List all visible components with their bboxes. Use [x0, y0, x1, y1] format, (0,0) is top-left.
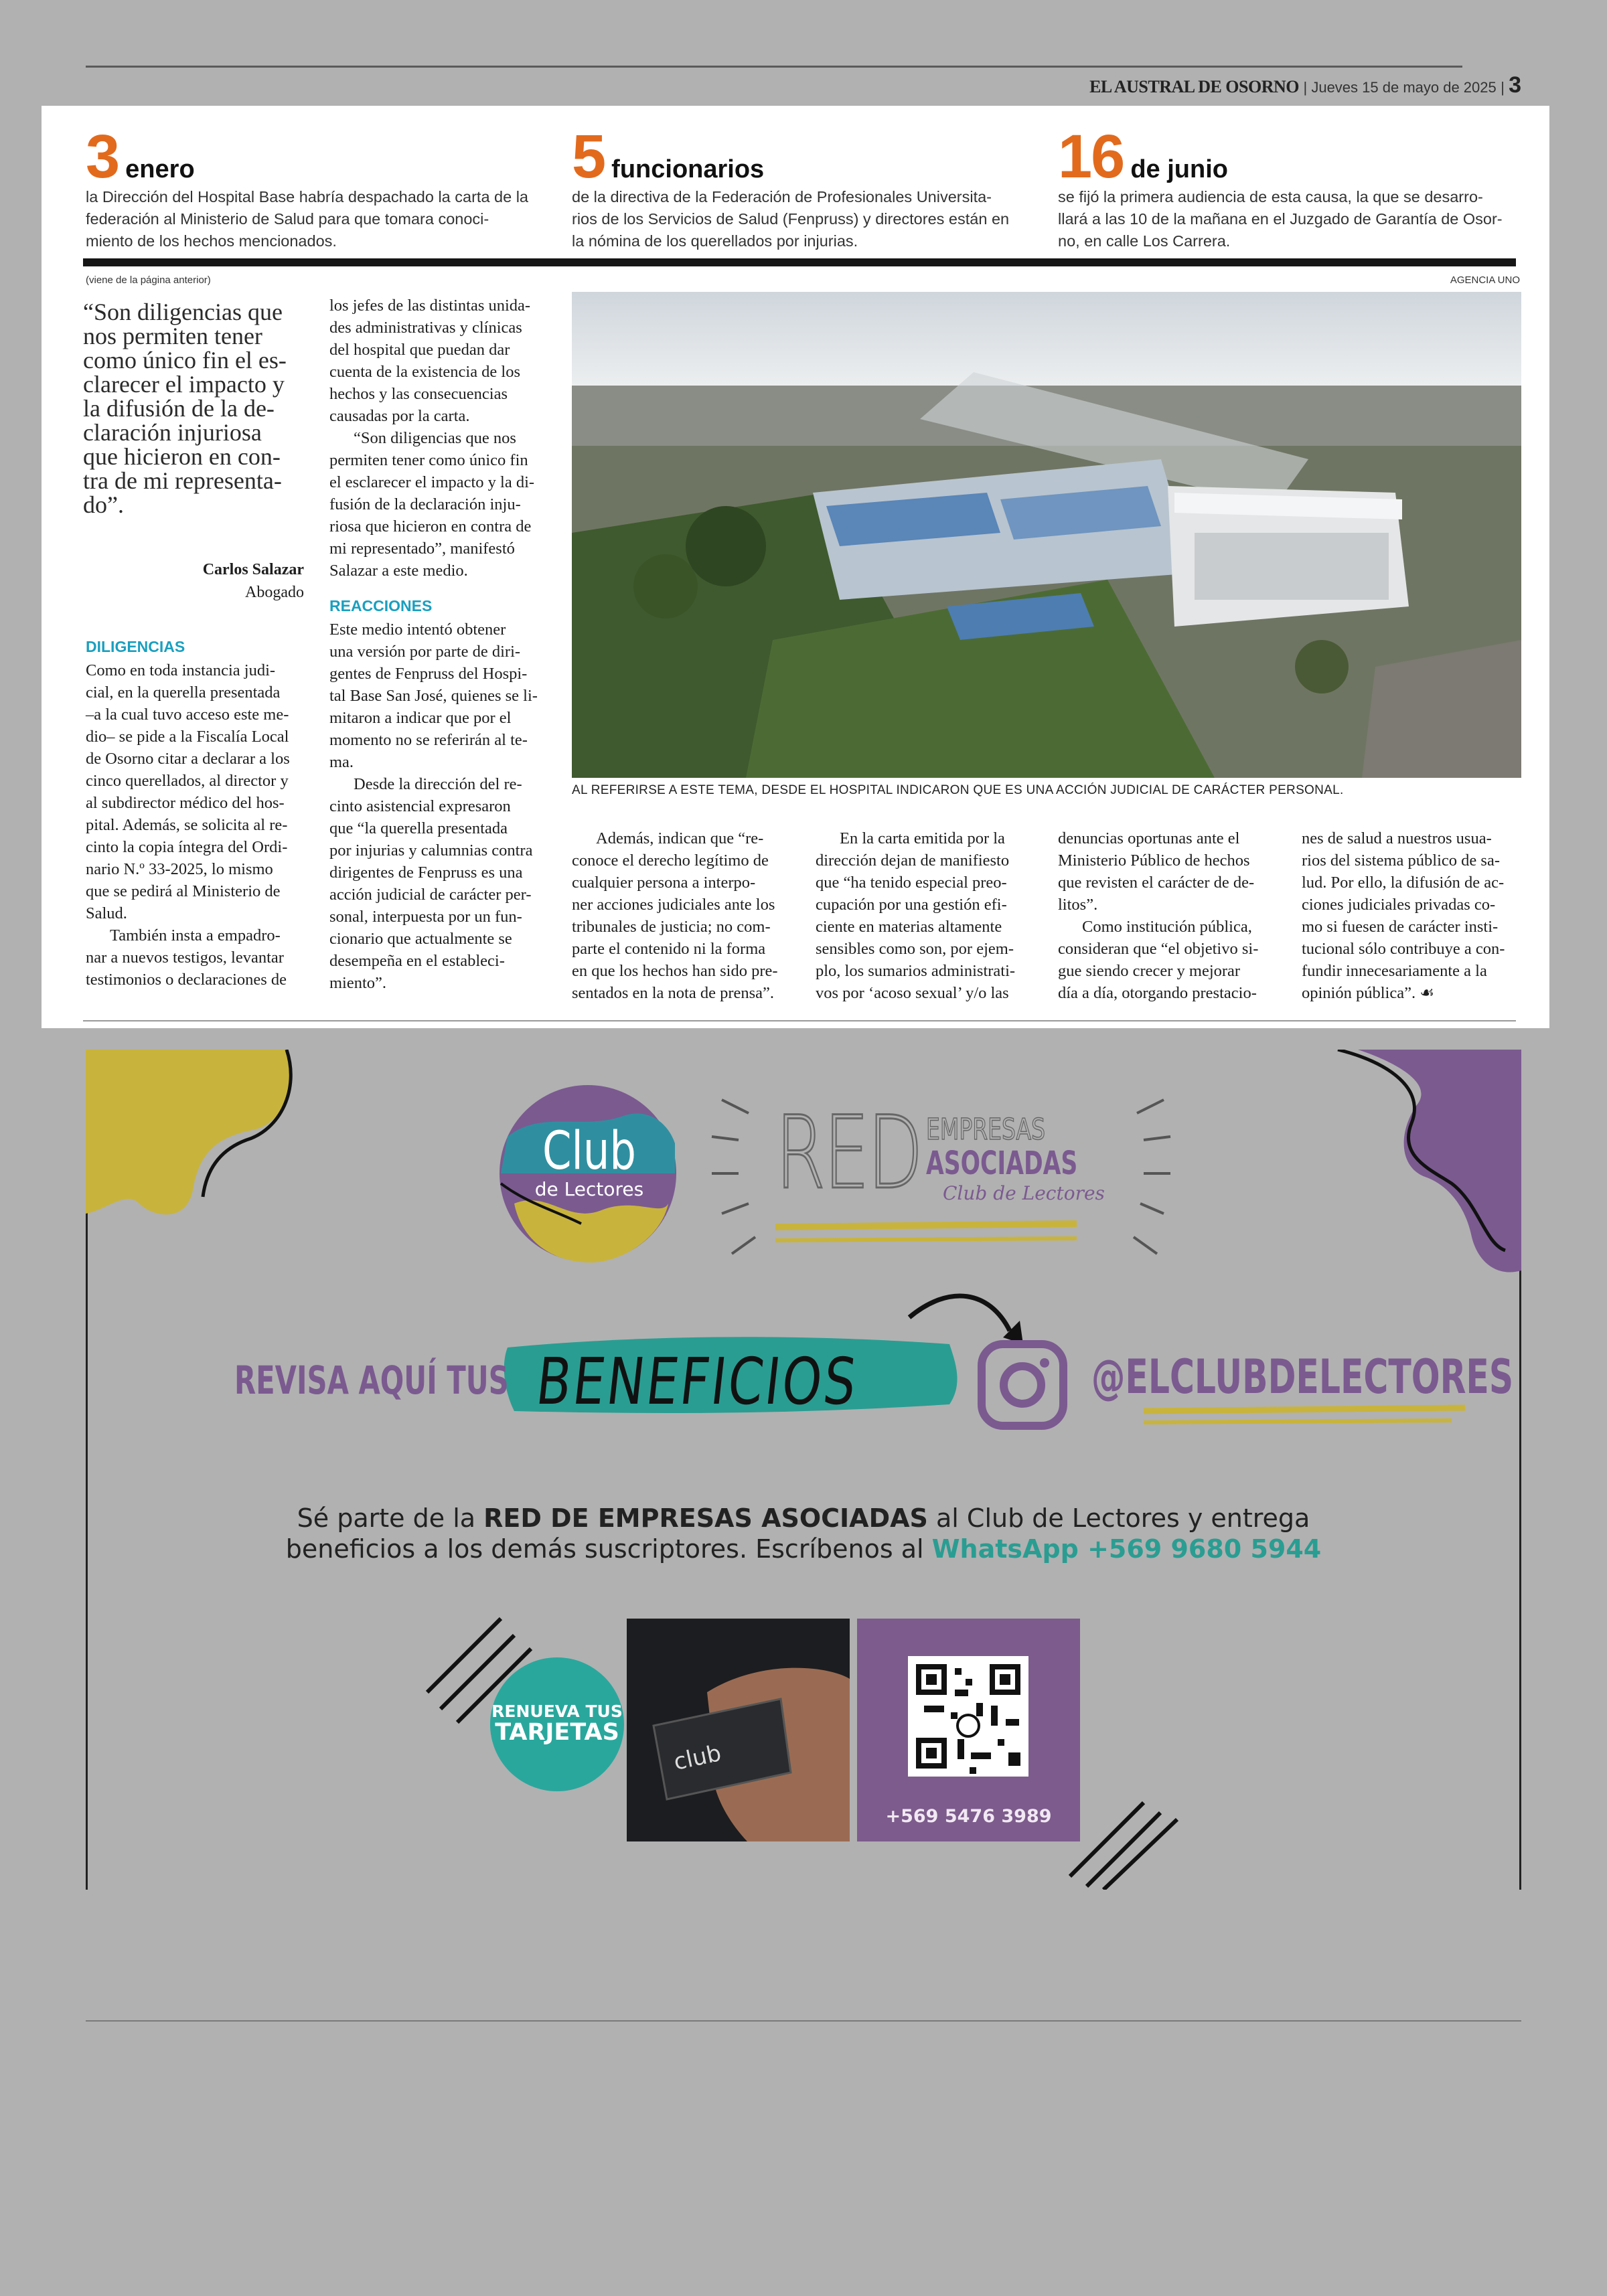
- ad-invite-line-2: beneficios a los demás suscriptores. Escríbenos al WhatsApp +569 9680 5944: [285, 1534, 1322, 1564]
- fact-3: [1058, 122, 1520, 252]
- footer-rule: [86, 2020, 1521, 2022]
- fact-2-number: 5: [572, 122, 605, 191]
- section-divider: [83, 258, 1516, 266]
- club-lectores-ad: [86, 1050, 1521, 1890]
- hospital-photo-illustration: [572, 292, 1521, 778]
- quote-signature: [83, 561, 304, 614]
- red-big-text: RED: [775, 1095, 921, 1212]
- fact-3-number: 16: [1058, 122, 1124, 191]
- fact-2: [572, 122, 1034, 252]
- article-col-6: nes de salud a nuestros usua- rios del sistema público de sa- lud. Por ello, la difusión de ac- ciones judiciales privadas co- mo si fuesen de carácter insti- tucional sólo contribuye a con- fundir innecesariamente a la opinión pública”. ☙: [1302, 829, 1505, 1002]
- qr-panel: [857, 1619, 1080, 1841]
- page-number: 3: [1509, 72, 1521, 98]
- pull-quote: “Son diligencias que nos permiten tener como único fin el es- clarecer el impacto y la difusión de la de- claración injuriosa que hicieron en con- tra de mi representa- do”.: [83, 299, 287, 518]
- article-col-1: DILIGENCIAS Como en toda instancia judi- cial, en la querella presentada –a la cual tuvo acceso este me- dio– se pide a la Fiscalía Local de Osorno citar a declarar a los cinco querellados, al director y al subdirector médico del hos- pital. Además, se solicita al re- cinto la copia íntegra del Ordi- nario N.º 33-2025, lo mismo que se pedirá al Ministerio de Salud. También insta a empadro- nar a nuevos testigos, levantar testimonios o declaraciones de: [86, 636, 307, 991]
- instagram-handle[interactable]: @ELCLUBDELECTORES: [1091, 1349, 1514, 1404]
- top-rule: [86, 66, 1462, 68]
- article-col-3: Además, indican que “re- conoce el derecho legítimo de cualquier persona a interpo- ner acciones judiciales ante los tribunales de justicia; no com- parte el contenido ni la forma en que los hechos han sido pre- sentados en la nota de prensa”.: [572, 829, 778, 1002]
- article-col-2: los jefes de las distintas unida- des administrativas y clínicas del hospital que puedan dar cuenta de la existencia de los hechos y las consecuencias causadas por la carta. “Son diligencias que nos permiten tener como único fin el esclarecer el impacto y la di- fusión de la declaración inju- riosa que hicieron en contra de mi representado”, manifestó Salazar a este medio. REACCIONES Este medio intentó obtener una versión por parte de diri- gentes de Fenpruss del Hospi- tal Base San José, quienes se li- mitaron a indicar que por el momento no se referirán al te- ma. Desde la dirección del re- cinto asistencial expresaron que “la querella presentada por injurias y calumnias contra dirigentes de Fenpruss es una acción judicial de carácter per- sonal, interpuesta por un fun- cionario que actualmente se desempeña en el estableci- miento”.: [329, 295, 550, 994]
- instagram-icon: [982, 1344, 1063, 1426]
- red-empresas-logo: RED EMPRESAS ASOCIADAS Club de Lectores: [775, 1095, 1105, 1212]
- fact-1-unit: enero: [125, 155, 195, 183]
- card-photo-illustration: [627, 1619, 850, 1841]
- ad-invite-line-1: Sé parte de la RED DE EMPRESAS ASOCIADAS al Club de Lectores y entrega: [297, 1503, 1310, 1533]
- heading-reacciones: REACCIONES: [329, 597, 433, 614]
- fact-2-text: de la directiva de la Federación de Profesionales Universita- rios de los Servicios de Salud (Fenpruss) y directores están en la nómina de los querellados por injurias.: [572, 188, 1010, 250]
- photo-caption: AL REFERIRSE A ESTE TEMA, DESDE EL HOSPITAL INDICARON QUE ES UNA ACCIÓN JUDICIAL DE CARÁCTER PERSONAL.: [572, 783, 1344, 797]
- masthead-date: Jueves 15 de mayo de 2025: [1311, 79, 1497, 96]
- renueva-tarjetas-badge: RENUEVA TUS TARJETAS: [490, 1657, 624, 1791]
- quote-author: Carlos Salazar: [202, 561, 304, 578]
- page-bottom-rule: [83, 1020, 1516, 1021]
- fact-2-unit: funcionarios: [611, 155, 765, 183]
- fact-1-text: la Dirección del Hospital Base habría despachado la carta de la federación al Ministerio de Salud para que tomara conoci- miento de los hechos mencionados.: [86, 188, 529, 250]
- ad-revisa-text: REVISA AQUÍ TUS: [234, 1358, 509, 1403]
- fact-1: [86, 122, 548, 252]
- quote-role: Abogado: [245, 584, 304, 601]
- masthead: EL AUSTRAL DE OSORNO | Jueves 15 de mayo de 2025 | 3: [1089, 72, 1521, 98]
- club-logo-text: Club de Lectores: [534, 1121, 644, 1200]
- masthead-paper: EL AUSTRAL DE OSORNO: [1089, 77, 1299, 96]
- hospital-aerial-photo: [572, 292, 1521, 778]
- fact-3-text: se fijó la primera audiencia de esta causa, la que se desarro- llará a las 10 de la mañana en el Juzgado de Garantía de Osor- no, en calle Los Carrera.: [1058, 188, 1503, 250]
- newspaper-page: [42, 106, 1549, 1028]
- heading-diligencias: DILIGENCIAS: [86, 638, 185, 655]
- card-label: club: [671, 1740, 724, 1776]
- ad-beneficios-text: BENEFICIOS: [532, 1344, 862, 1419]
- card-hand-photo: [627, 1619, 850, 1841]
- photo-credit: AGENCIA UNO: [1450, 274, 1520, 286]
- continued-note: (viene de la página anterior): [86, 274, 211, 286]
- article-col-5: denuncias oportunas ante el Ministerio Público de hechos que revisten el carácter de de- litos”. Como institución pública, consideran que “el objetivo si- gue siendo crecer y mejorar día a día, otorgando prestacio-: [1058, 829, 1259, 1002]
- qr-phone-number: +569 5476 3989: [885, 1806, 1052, 1827]
- whatsapp-link[interactable]: WhatsApp +569 9680 5944: [931, 1534, 1322, 1564]
- article-col-4: En la carta emitida por la dirección dejan de manifiesto que “ha tenido especial preo- cupación por una gestión efi- ciente en materias altamente sensibles como son, por ejem- plo, los sumarios administrati- vos por ‘acoso sexual’ y/o las: [816, 829, 1016, 1002]
- fact-3-unit: de junio: [1130, 155, 1228, 183]
- fact-1-number: 3: [86, 122, 119, 191]
